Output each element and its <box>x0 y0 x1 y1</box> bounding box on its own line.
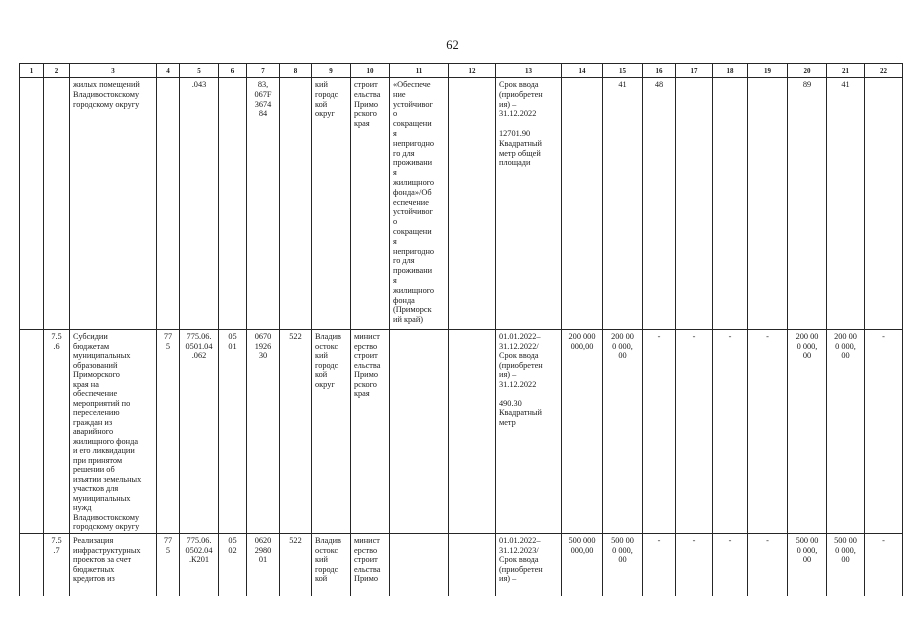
table-header <box>20 64 903 78</box>
table-cell-col-9: Владив остокс кий городс кой округ <box>312 330 351 534</box>
table-cell-col-10: минист ерство строит ельства Примо <box>351 534 390 596</box>
table-cell-col-7: 0620 2980 01 <box>247 534 280 596</box>
column-number-16: 16 <box>643 64 676 78</box>
column-number-13: 13 <box>496 64 562 78</box>
table-cell-col-10: строит ельства Примо рского края <box>351 78 390 330</box>
table-cell-col-4: 77 5 <box>157 330 180 534</box>
column-number-4: 4 <box>157 64 180 78</box>
table-cell-col-1 <box>20 534 44 596</box>
column-number-14: 14 <box>562 64 603 78</box>
table-cell-col-6 <box>219 78 247 330</box>
table-cell-col-12 <box>449 78 496 330</box>
table-cell-col-18: - <box>713 534 748 596</box>
column-number-17: 17 <box>676 64 713 78</box>
column-number-18: 18 <box>713 64 748 78</box>
table-cell-col-19 <box>748 78 788 330</box>
column-number-15: 15 <box>603 64 643 78</box>
column-number-1: 1 <box>20 64 44 78</box>
table-cell-col-5: 775.06. 0501.04 .062 <box>180 330 219 534</box>
table-cell-col-13: 01.01.2022– 31.12.2023/ Срок ввода (приобретен ия) – <box>496 534 562 596</box>
table-cell-col-1 <box>20 330 44 534</box>
table-cell-col-7: 0670 1926 30 <box>247 330 280 534</box>
budget-table <box>19 63 903 596</box>
table-cell-col-21: 200 00 0 000, 00 <box>827 330 865 534</box>
table-cell-col-2: 7.5 .7 <box>44 534 70 596</box>
table-row <box>20 78 903 330</box>
table-cell-col-21: 500 00 0 000, 00 <box>827 534 865 596</box>
table-cell-col-18: - <box>713 330 748 534</box>
table-cell-col-2: 7.5 .6 <box>44 330 70 534</box>
table-cell-col-3: Реализация инфраструктурных проектов за счет бюджетных кредитов из <box>70 534 157 596</box>
table-cell-col-22 <box>865 78 903 330</box>
column-number-3: 3 <box>70 64 157 78</box>
table-cell-col-1 <box>20 78 44 330</box>
table-cell-col-20: 500 00 0 000, 00 <box>788 534 827 596</box>
table-cell-col-17: - <box>676 534 713 596</box>
table-cell-col-9: Владив остокс кий городс кой <box>312 534 351 596</box>
table-cell-col-16: 48 <box>643 78 676 330</box>
table-cell-col-11 <box>390 330 449 534</box>
table-cell-col-14: 500 000 000,00 <box>562 534 603 596</box>
table-cell-col-8: 522 <box>280 534 312 596</box>
table-cell-col-17 <box>676 78 713 330</box>
table-cell-col-17: - <box>676 330 713 534</box>
page-number: 62 <box>446 38 459 52</box>
table-cell-col-7: 83, 067F 3674 84 <box>247 78 280 330</box>
table-cell-col-6: 05 02 <box>219 534 247 596</box>
table-cell-col-14: 200 000 000,00 <box>562 330 603 534</box>
table-cell-col-10: минист ерство строит ельства Примо рского края <box>351 330 390 534</box>
table-cell-col-11 <box>390 534 449 596</box>
table-cell-col-21: 41 <box>827 78 865 330</box>
table-cell-col-5: 775.06. 0502.04 .К201 <box>180 534 219 596</box>
table-body <box>20 78 903 596</box>
column-number-19: 19 <box>748 64 788 78</box>
table-cell-col-5: .043 <box>180 78 219 330</box>
table-cell-col-8 <box>280 78 312 330</box>
table-cell-col-16: - <box>643 330 676 534</box>
column-number-8: 8 <box>280 64 312 78</box>
column-number-10: 10 <box>351 64 390 78</box>
table-cell-col-14 <box>562 78 603 330</box>
table-cell-col-22: - <box>865 534 903 596</box>
table-cell-col-15: 500 00 0 000, 00 <box>603 534 643 596</box>
table-cell-col-13: Срок ввода (приобретен ия) – 31.12.2022 12701.90 Квадратный метр общей площади <box>496 78 562 330</box>
table-cell-col-13: 01.01.2022– 31.12.2022/ Срок ввода (приобретен ия) – 31.12.2022 490.30 Квадратный метр <box>496 330 562 534</box>
column-number-21: 21 <box>827 64 865 78</box>
table-row <box>20 534 903 596</box>
column-number-12: 12 <box>449 64 496 78</box>
column-number-7: 7 <box>247 64 280 78</box>
table-cell-col-12 <box>449 330 496 534</box>
table-row <box>20 330 903 534</box>
table-cell-col-16: - <box>643 534 676 596</box>
table-cell-col-20: 200 00 0 000, 00 <box>788 330 827 534</box>
table-cell-col-12 <box>449 534 496 596</box>
table-cell-col-11: «Обеспече ние устойчивог о сокращени я непригодно го для проживани я жилищного фонда»/Об еспечение устойчивог о сокращени я непригодно го для проживани я жилищного фонда (Приморск ий край) <box>390 78 449 330</box>
table-cell-col-4 <box>157 78 180 330</box>
table-cell-col-9: кий городс кой округ <box>312 78 351 330</box>
table-cell-col-3: жилых помещений Владивостокскому городскому округу <box>70 78 157 330</box>
table-cell-col-8: 522 <box>280 330 312 534</box>
table-cell-col-19: - <box>748 534 788 596</box>
column-number-22: 22 <box>865 64 903 78</box>
column-number-20: 20 <box>788 64 827 78</box>
column-number-11: 11 <box>390 64 449 78</box>
column-number-6: 6 <box>219 64 247 78</box>
table-cell-col-15: 200 00 0 000, 00 <box>603 330 643 534</box>
column-number-2: 2 <box>44 64 70 78</box>
table-cell-col-22: - <box>865 330 903 534</box>
column-number-9: 9 <box>312 64 351 78</box>
table-cell-col-18 <box>713 78 748 330</box>
column-number-5: 5 <box>180 64 219 78</box>
table-cell-col-15: 41 <box>603 78 643 330</box>
table-cell-col-20: 89 <box>788 78 827 330</box>
table-cell-col-19: - <box>748 330 788 534</box>
column-number-row <box>20 64 903 78</box>
table-cell-col-2 <box>44 78 70 330</box>
table-cell-col-4: 77 5 <box>157 534 180 596</box>
table-cell-col-3: Субсидии бюджетам муниципальных образований Приморского края на обеспечение мероприятий по переселению граждан из аварийного жилищного фонда и его ликвидации при принятом решении об изъятии земельных участков для муниципальных нужд Владивостокскому городскому округу <box>70 330 157 534</box>
table-cell-col-6: 05 01 <box>219 330 247 534</box>
